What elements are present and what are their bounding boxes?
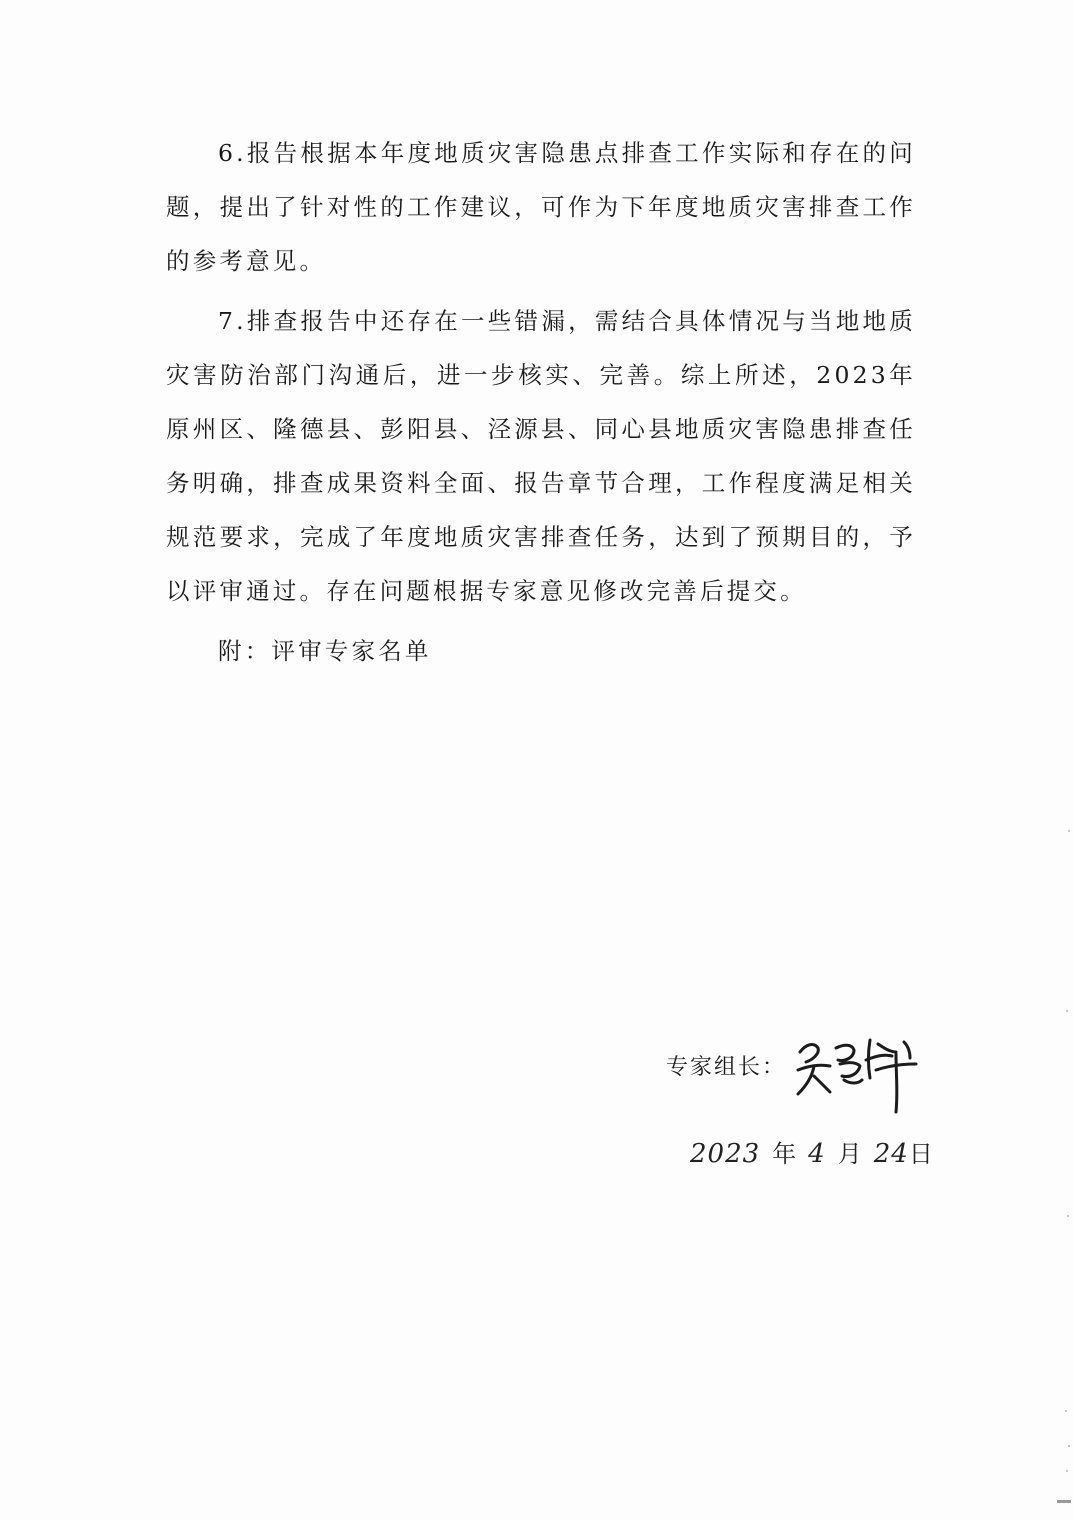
expert-leader-label: 专家组长： xyxy=(666,1055,787,1080)
signature-block xyxy=(666,1030,966,1180)
date-year: 2023 xyxy=(690,1139,761,1169)
paragraph-6: 6.报告根据本年度地质灾害隐患点排查工作实际和存在的问题，提出了针对性的工作建议，可作为下年度地质灾害排查工作的参考意见。 xyxy=(166,139,916,275)
handwritten-signature xyxy=(792,1030,922,1120)
date-month-unit: 月 xyxy=(837,1140,862,1168)
attachment-note: 附：评审专家名单 xyxy=(218,637,432,665)
signature-date xyxy=(690,1134,933,1169)
date-day: 24 xyxy=(873,1139,909,1169)
date-month: 4 xyxy=(808,1139,826,1169)
scan-edge-marks xyxy=(1054,0,1074,1520)
paragraph-7: 7.排查报告中还存在一些错漏，需结合具体情况与当地地质灾害防治部门沟通后，进一步核实、完善。综上所述，2023年原州区、隆德县、彭阳县、泾源县、同心县地质灾害隐患排查任务明确，排查成果资料全面、报告章节合理，工作程度满足相关规范要求，完成了年度地质灾害排查任务，达到了预期目的，予以评审通过。存在问题根据专家意见修改完善后提交。 xyxy=(166,307,916,605)
date-day-unit: 日 xyxy=(908,1140,933,1168)
date-year-unit: 年 xyxy=(772,1140,797,1168)
document-body xyxy=(166,126,916,678)
